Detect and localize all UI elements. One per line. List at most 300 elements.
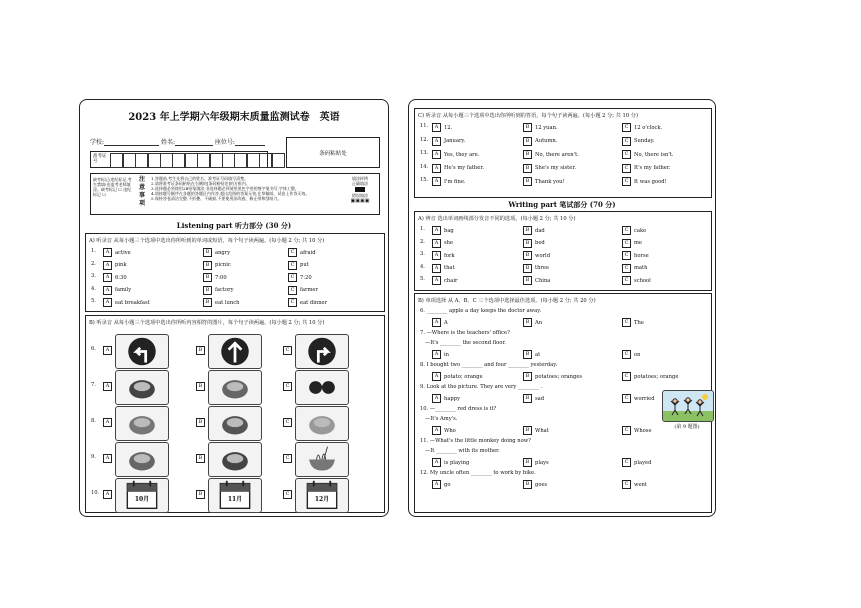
option-a[interactable]: [432, 426, 456, 435]
section-b-heading: B) 听录音 从每小题三个选项中选出你所听内容相符的图片，每个句子读两遍。(每小题 2 分; 共 10 分): [89, 320, 325, 326]
option-a[interactable]: [432, 372, 483, 381]
question-number: 12.: [420, 136, 429, 143]
option-letter-box[interactable]: A: [432, 239, 441, 248]
question-stem-line2: —It's Amy's.: [425, 416, 458, 422]
option-a[interactable]: [432, 276, 457, 285]
option-a[interactable]: [432, 123, 452, 132]
exam-number-cell[interactable]: [234, 153, 247, 168]
option-c[interactable]: [622, 226, 646, 235]
option-c[interactable]: [288, 261, 309, 270]
writing-a-heading: A) 辨音 选出单词画线部分发音不同的选项。(每小题 2 分; 共 10 分): [418, 216, 576, 222]
option-b[interactable]: [203, 286, 234, 295]
option-text: is playing: [444, 459, 470, 466]
option-a[interactable]: [432, 318, 448, 327]
option-text: Autumn.: [535, 138, 558, 144]
name-field[interactable]: [175, 140, 213, 146]
option-a[interactable]: [103, 273, 127, 282]
question-stem: 6. ________ apple a day keeps the doctor away.: [420, 308, 542, 314]
option-letter-box[interactable]: A: [432, 226, 441, 235]
option-text: played: [634, 459, 652, 466]
option-b[interactable]: [523, 164, 576, 173]
option-text: horse: [634, 252, 649, 259]
option-text: math: [634, 265, 648, 271]
exam-number-cell[interactable]: [197, 153, 210, 168]
question-number: 4.: [91, 285, 96, 292]
writing-section-a: [414, 211, 712, 291]
notice-line: 2.请将准考证条码粘贴在右侧的[条码粘贴处]的方框内。: [151, 181, 250, 186]
option-c[interactable]: [283, 382, 295, 391]
notice-line: 4.请按题号顺序在各题的答题区内作答,超出范围的答案无效,在草稿纸、试卷上作答无效。: [151, 191, 310, 196]
option-letter-box[interactable]: A: [432, 164, 441, 173]
exam-number-cell[interactable]: [135, 153, 148, 168]
option-letter-box[interactable]: A: [432, 251, 441, 260]
barcode-label: 条码粘贴处: [319, 151, 347, 157]
option-c[interactable]: [288, 248, 316, 257]
option-letter-box[interactable]: B: [523, 458, 532, 467]
option-b[interactable]: [196, 490, 208, 499]
section-a-heading: A) 听录音 从每小题三个选项中选出你所听到的单词或短语，每个句子读两遍。(每小题 2 分; 共 10 分): [89, 238, 325, 244]
option-letter-box[interactable]: B: [523, 394, 532, 403]
option-c[interactable]: [288, 273, 312, 282]
exam-number-cell[interactable]: [172, 153, 185, 168]
option-c[interactable]: [288, 286, 318, 295]
absence-mark-note: 缺考标记/违纪标记,考生禁填!由监考老师填涂。缺考标记 ☐ 违纪标记 ☐: [93, 177, 132, 197]
option-text: 7:20: [300, 274, 312, 281]
option-letter-box[interactable]: C: [622, 239, 631, 248]
option-c[interactable]: [622, 150, 673, 159]
fill-correct-label: 正确填涂: [352, 181, 368, 186]
option-letter-box[interactable]: B: [523, 137, 532, 146]
option-c[interactable]: [622, 276, 651, 285]
option-b[interactable]: [523, 394, 544, 403]
question-stem-line2: —It's ________ the second floor.: [425, 340, 506, 346]
left-arrow-sign-image: [115, 334, 169, 369]
option-letter-box[interactable]: A: [432, 276, 441, 285]
option-letter-box[interactable]: C: [283, 454, 292, 463]
option-b[interactable]: [523, 239, 545, 248]
seat-field[interactable]: [235, 140, 265, 146]
option-b[interactable]: [523, 123, 558, 132]
option-text: school: [634, 277, 651, 284]
school-label: 学校:: [90, 139, 105, 146]
option-b[interactable]: [523, 226, 545, 235]
option-letter-box[interactable]: B: [523, 150, 532, 159]
option-letter-box[interactable]: B: [196, 382, 205, 391]
exam-number-cell[interactable]: [272, 153, 285, 168]
option-letter-box[interactable]: C: [622, 137, 631, 146]
option-letter-box[interactable]: A: [432, 137, 441, 146]
option-text: on: [634, 351, 641, 358]
option-text: angry: [215, 249, 231, 256]
option-letter-box[interactable]: C: [288, 248, 297, 257]
option-text: went: [634, 481, 647, 488]
option-letter-box[interactable]: C: [283, 418, 292, 427]
option-letter-box[interactable]: C: [622, 426, 631, 435]
option-a[interactable]: [432, 458, 469, 467]
option-text: potato; orange: [444, 373, 483, 380]
option-letter-box[interactable]: B: [523, 164, 532, 173]
question-number: 11.: [420, 123, 429, 129]
exam-page-1: [79, 99, 389, 517]
option-text: Yes, they are.: [444, 151, 480, 158]
q9-caption: (第 9 题图): [674, 424, 700, 430]
option-letter-box[interactable]: C: [622, 123, 631, 132]
writing-section-b: [414, 293, 712, 513]
option-text: in: [444, 351, 450, 358]
option-c[interactable]: [622, 318, 644, 327]
noodles-image: [295, 442, 349, 477]
correct-fill-mark: [355, 187, 365, 192]
option-letter-box[interactable]: B: [523, 318, 532, 327]
option-b[interactable]: [523, 458, 549, 467]
option-text: farmer: [300, 287, 318, 293]
option-letter-box[interactable]: C: [622, 394, 631, 403]
option-letter-box[interactable]: A: [432, 480, 441, 489]
option-b[interactable]: [196, 454, 208, 463]
option-a[interactable]: [432, 177, 466, 186]
question-number: 2.: [420, 238, 425, 245]
option-c[interactable]: [622, 164, 670, 173]
option-letter-box[interactable]: B: [203, 298, 212, 307]
option-letter-box[interactable]: C: [622, 350, 631, 359]
question-number: 3.: [91, 273, 96, 279]
option-b[interactable]: [203, 273, 227, 282]
option-letter-box[interactable]: A: [103, 418, 112, 427]
listening-title: Listening part 听力部分 (30 分): [176, 221, 292, 230]
option-b[interactable]: [196, 418, 208, 427]
option-letter-box[interactable]: C: [622, 251, 631, 260]
exam-number-cell[interactable]: [123, 153, 136, 168]
exam-number-cell[interactable]: [247, 153, 260, 168]
option-text: 7:00: [215, 274, 227, 281]
option-text: worried: [634, 395, 655, 402]
option-b[interactable]: [196, 346, 208, 355]
option-letter-box[interactable]: B: [196, 454, 205, 463]
option-letter-box[interactable]: B: [203, 261, 212, 270]
option-a[interactable]: [103, 286, 131, 295]
option-letter-box[interactable]: B: [196, 418, 205, 427]
question-row: [420, 264, 706, 273]
option-a[interactable]: [103, 418, 115, 427]
option-text: Sunday.: [634, 138, 655, 144]
option-letter-box[interactable]: A: [432, 372, 441, 381]
option-a[interactable]: [103, 261, 126, 270]
option-c[interactable]: [283, 346, 295, 355]
option-b[interactable]: [523, 372, 582, 381]
option-letter-box[interactable]: A: [103, 346, 112, 355]
option-letter-box[interactable]: C: [288, 286, 297, 295]
option-letter-box[interactable]: A: [432, 458, 441, 467]
option-letter-box[interactable]: C: [622, 458, 631, 467]
option-a[interactable]: [432, 137, 465, 146]
option-b[interactable]: [523, 480, 547, 489]
option-text: 12 yuan.: [535, 124, 558, 131]
option-letter-box[interactable]: C: [288, 298, 297, 307]
calendar-month-label: 10月: [134, 496, 150, 503]
question-number: 5.: [420, 276, 425, 282]
option-b[interactable]: [523, 350, 540, 359]
option-b[interactable]: [523, 276, 550, 285]
option-letter-box[interactable]: B: [196, 346, 205, 355]
question-number: 5.: [91, 298, 96, 304]
option-b[interactable]: [523, 318, 542, 327]
scarf-image: [115, 370, 169, 405]
option-a[interactable]: [103, 490, 115, 499]
question-row: [420, 123, 706, 132]
option-c[interactable]: [622, 458, 651, 467]
option-text: bag: [444, 227, 454, 234]
option-c[interactable]: [622, 426, 652, 435]
question-stem: 9. Look at the picture. They are very ________ .: [420, 384, 543, 390]
option-letter-box[interactable]: B: [523, 123, 532, 132]
notice-line: 1.答题前,考生先将自己的姓名、准考证号码填写清楚。: [151, 176, 249, 181]
option-c[interactable]: [283, 454, 295, 463]
option-letter-box[interactable]: A: [432, 177, 441, 186]
option-a[interactable]: [432, 150, 479, 159]
option-letter-box[interactable]: C: [622, 276, 631, 285]
option-a[interactable]: [103, 346, 115, 355]
option-a[interactable]: [103, 382, 115, 391]
question-row: [91, 298, 379, 307]
option-a[interactable]: [103, 248, 131, 257]
option-text: factory: [215, 287, 234, 293]
option-text: I'm fine.: [444, 178, 466, 185]
question-row: [420, 239, 706, 248]
option-letter-box[interactable]: C: [622, 164, 631, 173]
option-letter-box[interactable]: C: [622, 372, 631, 381]
option-letter-box[interactable]: A: [103, 298, 112, 307]
option-c[interactable]: [622, 251, 649, 260]
option-text: It was good!: [634, 178, 667, 185]
option-letter-box[interactable]: C: [288, 273, 297, 282]
option-letter-box[interactable]: A: [432, 318, 441, 327]
option-letter-box[interactable]: B: [523, 350, 532, 359]
option-letter-box[interactable]: A: [103, 286, 112, 295]
option-text: eat lunch: [215, 299, 240, 306]
option-text: A: [444, 319, 448, 326]
calendar-dec-image: [295, 478, 349, 513]
option-a[interactable]: [103, 298, 150, 307]
option-letter-box[interactable]: A: [432, 150, 441, 159]
option-letter-box[interactable]: A: [103, 454, 112, 463]
option-b[interactable]: [523, 264, 549, 273]
option-a[interactable]: [432, 480, 450, 489]
up-arrow-sign-image: [208, 334, 262, 369]
calendar-nov-image: [208, 478, 262, 513]
option-c[interactable]: [622, 239, 642, 248]
option-letter-box[interactable]: A: [103, 382, 112, 391]
option-c[interactable]: [283, 490, 295, 499]
option-b[interactable]: [203, 261, 231, 270]
exam-title: 2023 年上学期六年级期末质量监测试卷 英语: [128, 112, 340, 123]
option-text: at: [535, 351, 541, 358]
option-letter-box[interactable]: B: [203, 248, 212, 257]
question-row: [420, 137, 706, 146]
question-row: [91, 261, 379, 270]
option-text: goes: [535, 481, 548, 488]
exam-number-cell[interactable]: [110, 153, 123, 168]
option-text: No, there aren't.: [535, 151, 579, 158]
option-text: potatoes; orange: [634, 373, 679, 380]
happy-children-image: [663, 391, 713, 421]
question-row: [420, 251, 706, 260]
option-text: January.: [444, 138, 466, 144]
hat-image: [115, 406, 169, 441]
question-row: [91, 273, 379, 282]
option-a[interactable]: [432, 164, 484, 173]
option-b[interactable]: [203, 298, 239, 307]
option-text: Who: [444, 427, 456, 434]
listening-section-a: [85, 233, 385, 312]
exam-number-cell[interactable]: [160, 153, 173, 168]
question-row: [420, 226, 706, 235]
option-letter-box[interactable]: B: [523, 372, 532, 381]
option-letter-box[interactable]: B: [203, 286, 212, 295]
option-a[interactable]: [432, 350, 449, 359]
option-text: It's my father.: [634, 165, 671, 171]
option-letter-box[interactable]: B: [523, 426, 532, 435]
exam-number-grid[interactable]: [111, 153, 285, 168]
option-text: fork: [444, 252, 455, 259]
option-text: The: [634, 319, 644, 326]
option-letter-box[interactable]: B: [196, 490, 205, 499]
notice-lines: [151, 176, 331, 201]
option-c[interactable]: [283, 418, 295, 427]
question-stem: 10. —________ red dress is it?: [420, 406, 497, 412]
option-a[interactable]: [432, 226, 454, 235]
exam-number-cell[interactable]: [259, 153, 272, 168]
option-c[interactable]: [622, 177, 667, 186]
option-letter-box[interactable]: C: [622, 150, 631, 159]
question-number: 13.: [420, 150, 429, 156]
option-letter-box[interactable]: C: [288, 261, 297, 270]
option-letter-box[interactable]: A: [432, 123, 441, 132]
option-c[interactable]: [288, 298, 327, 307]
option-letter-box[interactable]: B: [523, 480, 532, 489]
option-letter-box[interactable]: C: [622, 318, 631, 327]
option-text: Thank you!: [535, 178, 565, 185]
option-a[interactable]: [432, 239, 453, 248]
option-letter-box[interactable]: B: [523, 264, 532, 273]
option-text: family: [115, 287, 132, 293]
option-text: eat breakfast: [115, 299, 150, 306]
exam-number-cell[interactable]: [185, 153, 198, 168]
option-a[interactable]: [432, 394, 460, 403]
exam-number-cell[interactable]: [148, 153, 161, 168]
option-letter-box[interactable]: A: [432, 264, 441, 273]
option-letter-box[interactable]: A: [103, 261, 112, 270]
option-letter-box[interactable]: A: [103, 248, 112, 257]
question-number: 1.: [91, 248, 96, 254]
option-letter-box[interactable]: C: [622, 177, 631, 186]
option-text: put: [300, 262, 309, 268]
question-number: 14.: [420, 163, 429, 170]
option-text: pink: [115, 262, 127, 268]
question-stem: 7. —Where is the teachers' office?: [420, 330, 510, 336]
option-c[interactable]: [622, 480, 647, 489]
question-row: [420, 150, 706, 159]
writing-b-heading: B) 单项选择 从 A、B、C 三个选项中选择最佳选项。(每小题 2 分; 共 20 分): [418, 298, 596, 304]
writing-title: Writing part 笔试部分 (70 分): [508, 200, 616, 209]
option-letter-box[interactable]: C: [622, 226, 631, 235]
option-text: 6:30: [115, 274, 127, 281]
calendar-oct-image: [115, 478, 169, 513]
option-c[interactable]: [622, 350, 640, 359]
option-letter-box[interactable]: A: [432, 350, 441, 359]
option-text: dad: [535, 227, 545, 234]
option-letter-box[interactable]: A: [103, 273, 112, 282]
option-letter-box[interactable]: B: [203, 273, 212, 282]
question-number: 2.: [91, 260, 96, 267]
option-letter-box[interactable]: B: [523, 226, 532, 235]
option-a[interactable]: [103, 454, 115, 463]
exam-number-cell[interactable]: [210, 153, 223, 168]
option-c[interactable]: [622, 372, 678, 381]
option-b[interactable]: [523, 251, 550, 260]
option-c[interactable]: [622, 394, 655, 403]
option-c[interactable]: [622, 137, 655, 146]
option-b[interactable]: [523, 137, 557, 146]
question-number: 3.: [420, 251, 425, 257]
option-a[interactable]: [432, 264, 455, 273]
option-b[interactable]: [523, 426, 549, 435]
option-row: [420, 458, 706, 467]
option-text: active: [115, 249, 131, 256]
school-field[interactable]: [104, 140, 159, 146]
option-b[interactable]: [523, 177, 565, 186]
fill-sample-label: 填涂样例: [352, 176, 368, 181]
option-letter-box[interactable]: B: [523, 251, 532, 260]
question-stem: 11. —What's the little monkey doing now?: [420, 438, 531, 444]
option-letter-box[interactable]: B: [523, 177, 532, 186]
option-letter-box[interactable]: C: [622, 480, 631, 489]
option-b[interactable]: [196, 382, 208, 391]
option-letter-box[interactable]: B: [523, 276, 532, 285]
option-letter-box[interactable]: C: [283, 382, 292, 391]
option-b[interactable]: [523, 150, 579, 159]
question-number: 1.: [420, 226, 425, 232]
option-text: He's my father.: [444, 165, 484, 171]
question-number: 4.: [420, 263, 425, 270]
option-letter-box[interactable]: C: [283, 490, 292, 499]
question-number: 10.: [91, 490, 100, 496]
option-letter-box[interactable]: A: [432, 426, 441, 435]
option-b[interactable]: [203, 248, 230, 257]
option-c[interactable]: [622, 123, 662, 132]
listening-section-b: [85, 315, 385, 513]
option-letter-box[interactable]: B: [523, 239, 532, 248]
option-letter-box[interactable]: A: [103, 490, 112, 499]
option-a[interactable]: [432, 251, 455, 260]
exam-number-cell[interactable]: [222, 153, 235, 168]
sunglasses-image: [295, 370, 349, 405]
option-letter-box[interactable]: C: [622, 264, 631, 273]
option-text: plays: [535, 459, 549, 466]
option-text: cake: [634, 227, 647, 234]
option-text: potatoes; oranges: [535, 373, 583, 380]
notice-box: [90, 173, 380, 215]
question-stem: 8. I bought two ________ and four ________ yesterday.: [420, 362, 558, 368]
question-number: 8.: [91, 418, 96, 424]
option-text: afraid: [300, 249, 316, 256]
exam-page-2: [408, 99, 716, 517]
option-text: world: [535, 252, 551, 259]
cap-image: [208, 406, 262, 441]
option-text: sad: [535, 395, 545, 402]
option-letter-box[interactable]: A: [432, 394, 441, 403]
option-letter-box[interactable]: C: [283, 346, 292, 355]
option-c[interactable]: [622, 264, 647, 273]
